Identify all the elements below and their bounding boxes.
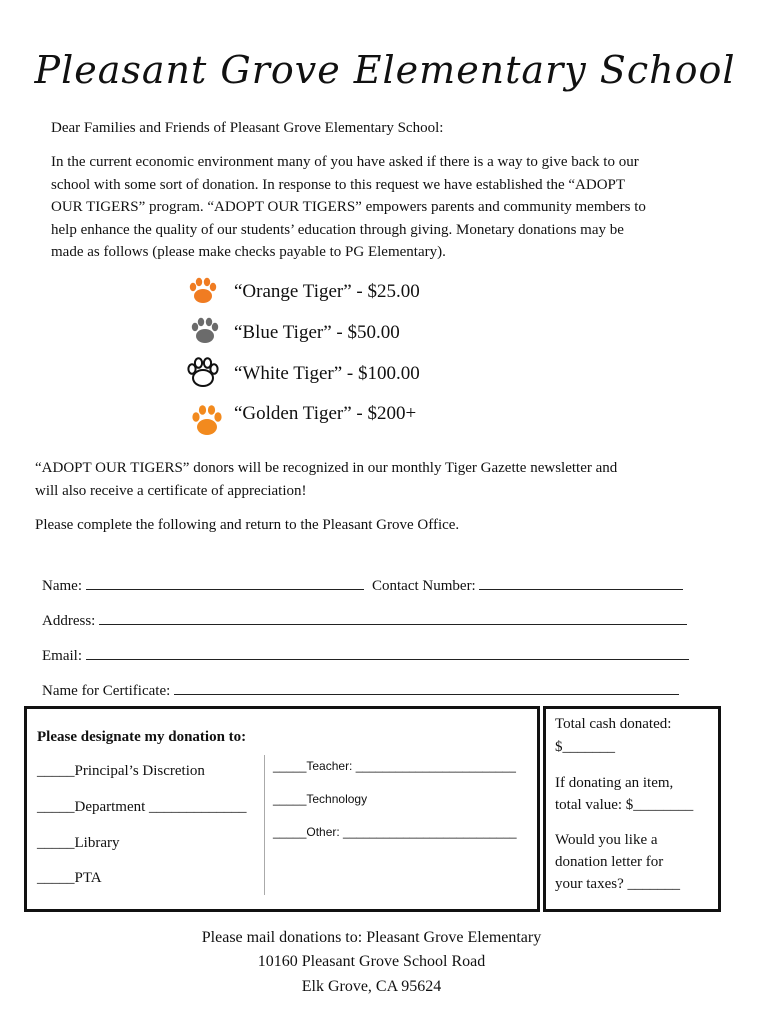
option-teacher[interactable]: _____Teacher: ________________________	[273, 759, 516, 773]
tier-orange-label: “Orange Tiger” - $25.00	[234, 281, 420, 302]
designation-box	[24, 706, 540, 912]
intro-line: OUR TIGERS” program. “ADOPT OUR TIGERS” empowers parents and community members to	[51, 199, 646, 215]
footer-line-3: Elk Grove, CA 95624	[301, 978, 442, 995]
name-label: Name:	[42, 578, 82, 594]
option-pta[interactable]: _____PTA	[37, 870, 102, 886]
total-cash-label: Total cash donated:	[555, 716, 672, 732]
golden-paw-icon	[190, 402, 224, 438]
recognition-line: “ADOPT OUR TIGERS” donors will be recognized in our monthly Tiger Gazette newsletter and	[35, 460, 618, 476]
footer-line-1: Please mail donations to: Pleasant Grove Elementary	[201, 929, 542, 946]
tier-blue	[190, 316, 220, 351]
certificate-name-field[interactable]	[42, 680, 679, 700]
option-principal[interactable]: _____Principal’s Discretion	[37, 763, 205, 779]
divider	[264, 755, 265, 895]
option-library[interactable]: _____Library	[37, 835, 120, 851]
intro-line: school with some sort of donation. In response to this request we have established the “ADOPT	[51, 176, 626, 193]
intro-line: made as follows (please make checks payable to PG Elementary).	[51, 244, 446, 260]
contact-label: Contact Number:	[372, 578, 476, 594]
orange-paw-icon	[188, 276, 218, 306]
address-field[interactable]	[42, 610, 687, 630]
name-input-line[interactable]	[86, 575, 364, 590]
item-value-blank[interactable]: total value: $________	[555, 797, 694, 813]
tier-white	[186, 356, 220, 395]
name-field[interactable]	[42, 575, 364, 595]
intro-paragraph	[51, 151, 731, 264]
gray-paw-icon	[190, 316, 220, 346]
certificate-input-line[interactable]	[174, 680, 679, 695]
tier-white-label: “White Tiger” - $100.00	[234, 363, 420, 384]
address-input-line[interactable]	[99, 610, 687, 625]
page-title: Pleasant Grove Elementary School	[34, 48, 736, 92]
tier-blue-label: “Blue Tiger” - $50.00	[234, 322, 400, 343]
tier-golden-label: “Golden Tiger” - $200+	[234, 403, 417, 424]
greeting: Dear Families and Friends of Pleasant Grove Elementary School:	[51, 120, 444, 136]
tier-golden	[190, 402, 224, 443]
letter-line-2: donation letter for	[555, 854, 664, 870]
footer-line-2: 10160 Pleasant Grove School Road	[257, 953, 486, 970]
contact-number-field[interactable]	[372, 575, 683, 595]
cash-box	[543, 706, 721, 912]
item-line-1: If donating an item,	[555, 775, 674, 791]
tier-orange	[188, 276, 218, 311]
certificate-label: Name for Certificate:	[42, 683, 171, 699]
contact-input-line[interactable]	[479, 575, 683, 590]
recognition-paragraph	[35, 457, 735, 502]
email-input-line[interactable]	[86, 645, 689, 660]
recognition-line: will also receive a certificate of appreciation!	[35, 482, 307, 499]
designation-heading: Please designate my donation to:	[37, 729, 247, 745]
intro-line: help enhance the quality of our students’ education through giving. Monetary donations may be	[51, 221, 624, 238]
intro-line: In the current economic environment many of you have asked if there is a way to give back to our	[51, 154, 639, 170]
instruction: Please complete the following and return to the Pleasant Grove Office.	[35, 517, 460, 533]
cash-blank[interactable]: $_______	[555, 739, 615, 755]
letter-answer-blank[interactable]: your taxes? _______	[555, 876, 680, 892]
option-other[interactable]: _____Other: __________________________	[273, 825, 517, 839]
option-technology[interactable]: _____Technology	[273, 792, 368, 806]
option-department[interactable]: _____Department _____________	[37, 799, 247, 815]
email-field[interactable]	[42, 645, 689, 665]
email-label: Email:	[42, 648, 82, 664]
address-label: Address:	[42, 613, 96, 629]
letter-line-1: Would you like a	[555, 832, 658, 848]
white-paw-icon	[186, 356, 220, 390]
